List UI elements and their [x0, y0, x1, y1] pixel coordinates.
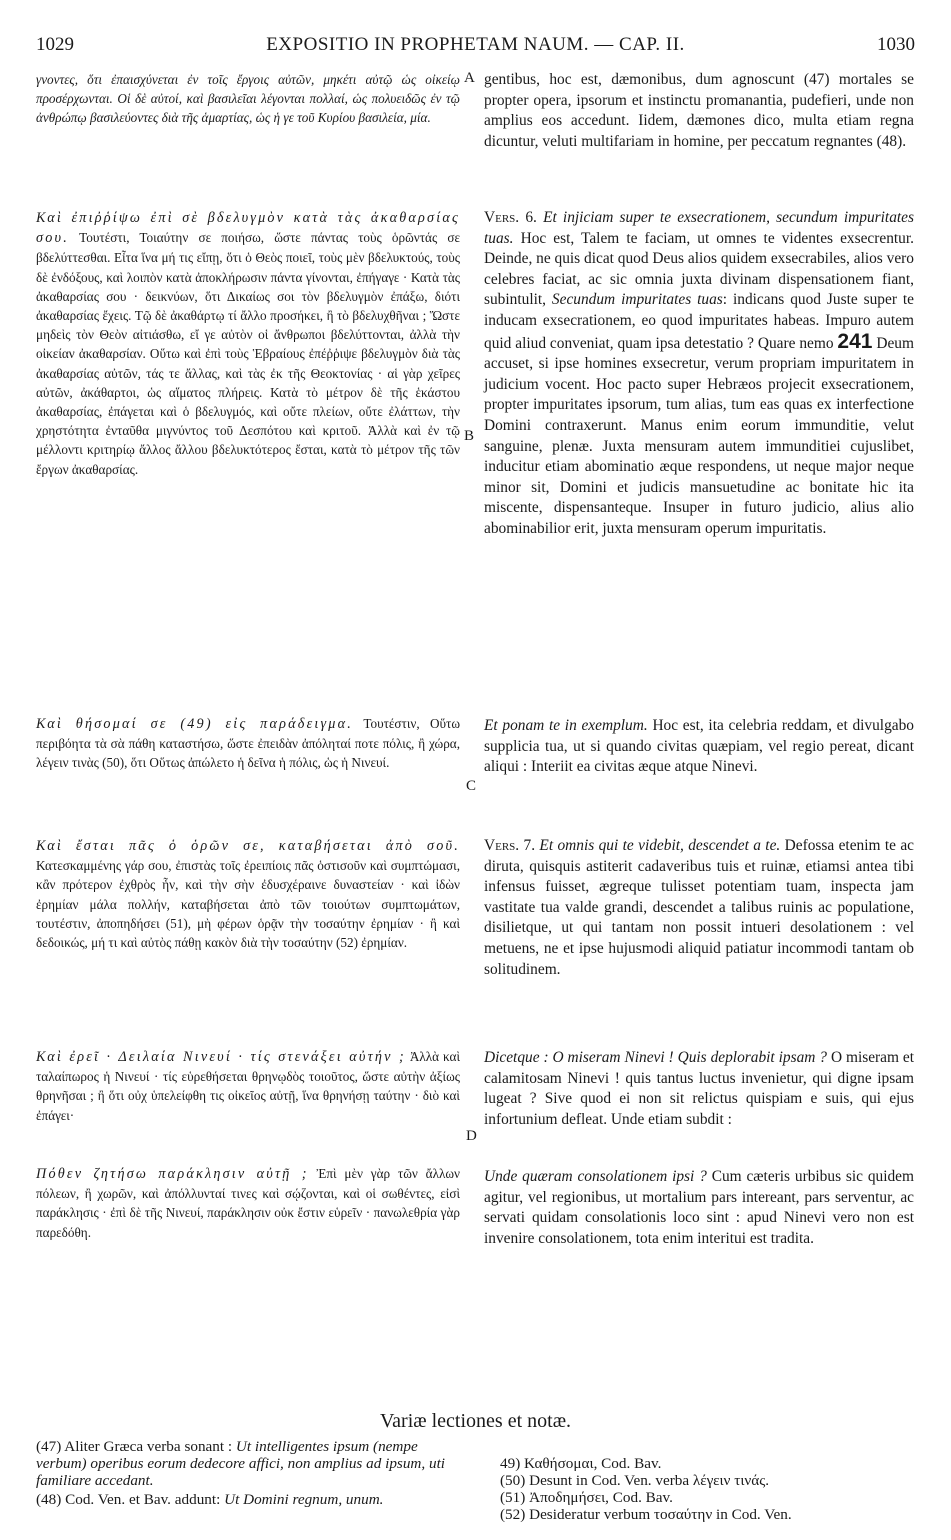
latin-paragraph-3	[484, 716, 914, 778]
latin-text: gentibus, hoc est, dæmonibus, dum agnoscunt (47) mortales se propter opera, ipsorum et instinctu promanantia, pudefieri, unde non amplius eos accedunt. Iidem, dæmones dico, multa etiam regna dicuntur, veluti multifariam in homine, per peccatum regnantes (48).	[484, 71, 914, 150]
latin-lemma: Dicetque : O miseram Ninevi ! Quis deplorabit ipsam ?	[484, 1049, 828, 1066]
greek-paragraph-1	[36, 70, 460, 128]
note-49: 49) Καθήσομαι, Cod. Bav.	[500, 1455, 662, 1472]
greek-paragraph-4	[36, 836, 460, 952]
column-number: 241	[837, 329, 873, 353]
latin-text: Defossa etenim te ac diruta, quisquis astiterit cadaveribus tuis et ruinæ, etiamsi antea tibi infensus fuisset, ægreque tulisset potentiam tuam, inspecta jam vastitate tua valde grandi, descendet a talibus ruinis ac populatione, disilietque, ut qui tantam non possit intueri desolationem : vel metuens, ne et ipse hujusmodi aliquid patiatur incommodi tantam ob solitudinem.	[484, 837, 914, 978]
notes-right	[500, 1455, 914, 1523]
note-47: (47) Aliter Græca verba sonant : Ut intelligentes ipsum (nempe verbum) operibus eorum dedecore affici, non amplius ad ipsum, uti familiare accedant.	[36, 1438, 446, 1489]
latin-text: O miseram et calamitosam Ninevi ! quis tantus luctus invenietur, qui digne ipsam lugeat ? Sive quod ei non sit relictus quispiam e suis, qui ejus infortunium defleat. Unde etiam subdit :	[484, 1049, 914, 1128]
latin-lemma: Et ponam te in exemplum.	[484, 717, 648, 734]
greek-lemma: Πόθεν ζητήσω παράκλησιν αὐτῇ ;	[36, 1166, 309, 1182]
verse-label: Vers. 6.	[484, 209, 537, 226]
greek-lemma: Καὶ ἐρεῖ · Δειλαία Νινευί · τίς στενάξει αὐτήν ;	[36, 1049, 406, 1065]
margin-mark-a: A	[464, 70, 475, 86]
note-51: (51) Ἀποδημήσει, Cod. Bav.	[500, 1489, 673, 1506]
latin-paragraph-6	[484, 1167, 914, 1249]
page-number-right: 1030	[877, 34, 915, 55]
running-header	[36, 34, 915, 58]
greek-lemma: Καὶ θήσομαί σε (49) εἰς παράδειγμα.	[36, 716, 354, 732]
greek-lemma: Καὶ ἐπιῤῥίψω ἐπὶ σὲ βδελυγμὸν κατὰ τὰς ἀκαθαρσίας σου.	[36, 210, 460, 247]
greek-text: Τουτέστιν, Οὕτω περιβόητα τὰ σὰ πάθη καταστήσω, ὥστε ἐπειδὰν ἀπόληταί ποτε πόλις, ἢ χώρα, λέγειν τινὰς (50), ὅτι Οὕτως ἀπώλετο ἡ δεῖνα ἡ πόλις, ὡς ἡ Νινευί.	[36, 716, 460, 771]
latin-paragraph-1	[484, 70, 914, 152]
latin-text: Deum accuset, si ipse homines exsecretur, verum propriam impuritatem in judicium vocent. Hoc pacto super Hebræos projecit exsecrationem, propter impuritates ipsorum, tum alias, tum eas quas ex interfectione Domini contraxerunt. Manus enim eorum immunditie, velut sanguine, plenæ. Juxta mensuram autem immunditiei cujuslibet, inducitur etiam abominatio æque respondens, ut neque major neque minor sit, Domini et judicis mansuetudine ac bonitate hic ita miscente, dispensanteque. Insuper in futuro judicio, alius alio abominabilior erit, juxta mensuram operum impuritatis.	[484, 334, 914, 537]
greek-lemma: Καὶ ἔσται πᾶς ὁ ὁρῶν σε, καταβήσεται ἀπὸ σοῦ.	[36, 838, 460, 854]
latin-paragraph-2	[484, 208, 914, 540]
latin-text: Cum cæteris urbibus sic quidem agitur, vel regionibus, ut mortalium pars intereant, pars serventur, ac servati quidam consolationis loco sint : apud Ninevi vero non est invenire consolationem, tota enim interitui est tradita.	[484, 1168, 914, 1247]
greek-text: Τουτέστι, Τοιαύτην σε ποιήσω, ὥστε πάντας τοὺς ὁρῶντάς σε βδελύττεσθαι. Εἶτα ἵνα μή τις εἴπῃ, ὅτι ὁ Θεὸς ποιεῖ, τοὺς μὲν βδελυκτούς, τοὺς δὲ ἐνδόξους, καὶ λοιπὸν κατὰ ἀποκλήρωσιν πάντα γίνονται, ἐπήγαγε · Κατὰ τὰς ἀκαθαρσίας σου · δεικνύων, ὅτι Δικαίως σοι τὸν βδελυγμὸν ἐπάξω, διότι ἀκαθαρσίας ἔχεις. Τῷ δὲ ἀκαθάρτῳ τί ἄλλο προσήκει, ἢ τὸ βδελυχθῆναι ; Ὥστε μηδεὶς τὸν Θεὸν αἰτιάσθω, εἴ γε αὐτὸν οἱ ἄνθρωποι βδελύττονται, ἀλλὰ τὴν οἰκείαν ἀκαθαρσίαν. Οὕτω καὶ ἐπὶ τοὺς Ἑβραίους ἐπέῤῥιψε βδελυγμὸν διὰ τὰς ἀκαθαρσίας αὐτῶν, τάς τε ἄλλας, καὶ τὰς ἐκ τῆς Θεοκτονίας · αἱ γὰρ χεῖρες αὐτῶν, ἀκάθαρτοι, ὡς αἵματος πλήρεις. Κατὰ τὸ μέτρον δὲ τῆς ἑκάστου ἀκαθαρσίας, ἐπάγεται καὶ ὁ βδελυγμός, καὶ οὔτε πλείων, οὔτε ἐλάττων, τὴν χρηστότητα ἐνταῦθα μιγνύντος τοῦ Δεσπότου καὶ κριτοῦ. Ἀλλὰ καὶ ἐν τῷ μέλλοντι κριτηρίῳ ἄλλος ἄλλου βδελυκτότερος ἔσται, κατὰ τὸ μέτρον τῆς τῶν ἔργων ἀκαθαρσίας.	[36, 230, 460, 477]
greek-text: Κατεσκαμμένης γάρ σου, ἐπιστὰς τοῖς ἐρειπίοις πᾶς ὁστισοῦν καὶ συμπτώμασι, κἂν πρότερον ἐχθρὸς ἦν, καὶ τὴν σὴν ἐδυσχέραινε δυναστείαν · καὶ ἰδὼν ἐρημίαν μάλα πολλήν, καταβήσεται ἀπὸ τῶν τοιούτων συμπτωμάτων, τουτέστιν, ἀποπηδήσει (51), μὴ φέρων ὁρᾷν τὴν τοσαύτην ἐρημίαν · ἢ καὶ δεδοικώς, μή τι καὶ αὐτὸς πάθῃ κακὸν διὰ τὴν τοσαύτην (52) ἐρημίαν.	[36, 858, 460, 951]
verse-label: Vers. 7.	[484, 837, 536, 854]
latin-text: : indicans quod Juste super te inducam exsecrationem, eo quod impuritates habeas. Impuro autem quid aliud conveniat, quam ipsa detestatio ? Quare nemo	[484, 291, 914, 352]
margin-mark-d: D	[466, 1128, 477, 1144]
greek-text: γνοντες, ὅτι ἐπαισχύνεται ἐν τοῖς ἔργοις αὐτῶν, μηκέτι αὐτῷ ὡς οἰκείῳ προσέρχωνται. Οἱ δὲ αὐτοί, καὶ βασιλεῖαι λέγονται πολλαί, ὡς πολυειδῶς ἐν τῷ ἀνθρώπῳ βασιλεύοντες διὰ τῆς ἁμαρτίας, ὡς ἡ γε τοῦ Κυρίου βασιλεία, μία.	[36, 72, 460, 126]
latin-text: Hoc est, Talem te faciam, ut omnes te videntes exsecrentur. Deinde, ne quis dicat quod Deus alios quidem exsecrabiles, alios vero celebres faciat, ac sic omnia juxta divinam dispensationem fiant, subintulit,	[484, 229, 915, 309]
note-50: (50) Desunt in Cod. Ven. verba λέγειν τινάς.	[500, 1472, 770, 1489]
notes-heading: Variæ lectiones et notæ.	[379, 1410, 572, 1432]
greek-paragraph-5	[36, 1047, 460, 1125]
greek-text: Ἀλλὰ καὶ ταλαίπωρος ἡ Νινευί · τίς εὑρεθήσεται θρηνῳδὸς τοιοῦτος, ὥστε αὐτὴν ἀξίως θρηνῆσαι ; ἢ ὅτι οὐχ ὑπελείφθη τις οἰκεῖος αὐτῇ, ἵνα θρηνήσῃ ταύτην · διὸ καὶ ἐπάγει·	[36, 1049, 460, 1123]
latin-paragraph-5	[484, 1048, 914, 1130]
greek-paragraph-6	[36, 1164, 460, 1242]
latin-text: Hoc est, ita celebria reddam, et divulgabo supplicia tua, ut si quando civitas quæpiam, vel regio pereat, dicant aliqui : Interiit ea civitas æque atque Ninevi.	[484, 717, 914, 776]
running-title: EXPOSITIO IN PROPHETAM NAUM. — CAP. II.	[266, 34, 685, 55]
note-48: (48) Cod. Ven. et Bav. addunt: Ut Domini regnum, unum.	[36, 1491, 384, 1508]
note-52: (52) Desideratur verbum τοσαύτην in Cod. Ven.	[500, 1506, 792, 1523]
margin-mark-b: B	[464, 428, 475, 444]
page-number-left: 1029	[36, 34, 74, 55]
latin-lemma: Et omnis qui te videbit, descendet a te.	[539, 837, 781, 854]
margin-mark-c: C	[466, 778, 477, 794]
latin-paragraph-4	[484, 836, 914, 980]
greek-paragraph-3	[36, 714, 460, 773]
greek-paragraph-2	[36, 208, 460, 479]
latin-lemma: Unde quæram consolationem ipsi ?	[484, 1168, 707, 1185]
greek-text: Ἐπὶ μὲν γὰρ τῶν ἄλλων πόλεων, ἢ χωρῶν, καὶ ἀπόλλυνταί τινες καὶ σῴζονται, καὶ οἱ σωθέντες, εἰσὶ παράκλησις · ἐπὶ δὲ τῆς Νινευί, παράκλησιν οὐκ ἔστιν εὑρεῖν · πανωλεθρία γὰρ παρεδόθη.	[36, 1166, 460, 1240]
latin-lemma: Et injiciam super te exsecrationem, secundum impuritates tuas.	[484, 209, 914, 247]
notes-left	[36, 1438, 460, 1508]
latin-quote: Secundum impuritates tuas	[551, 291, 723, 309]
